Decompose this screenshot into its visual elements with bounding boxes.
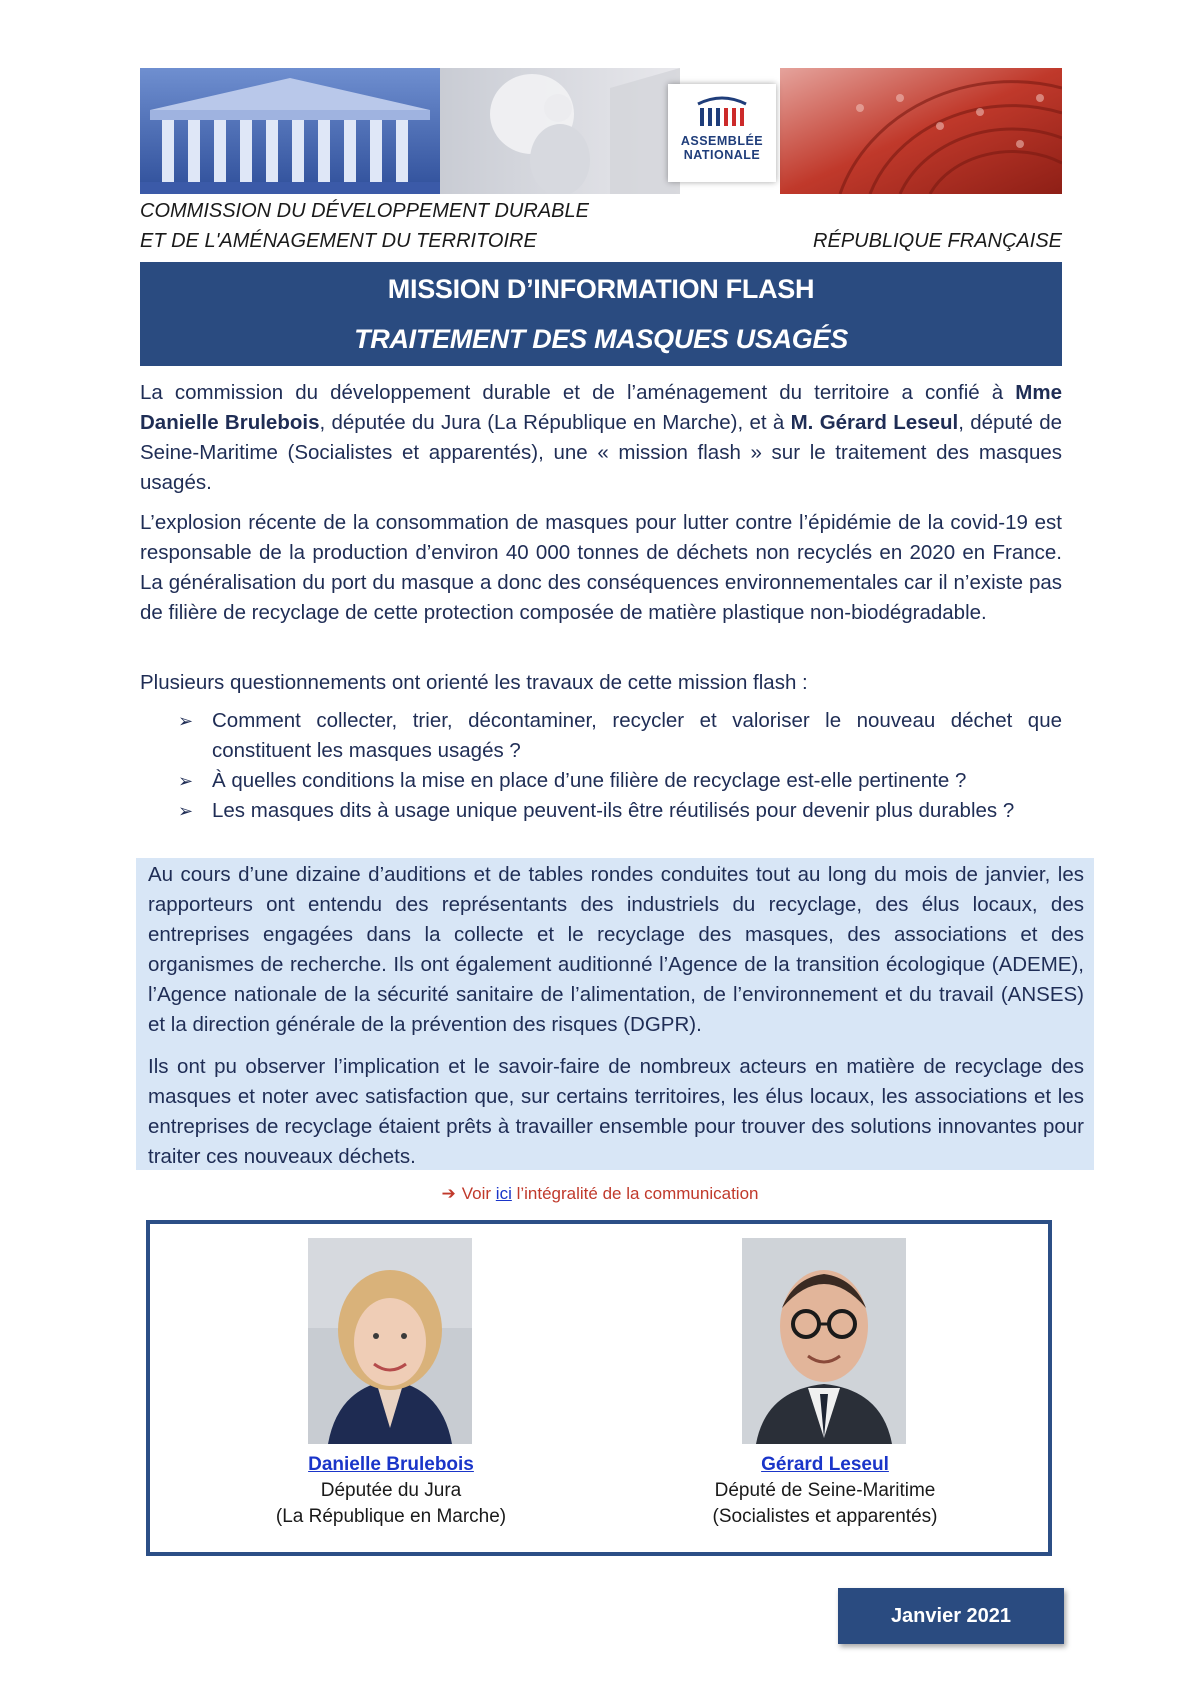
deputy-1-name-link[interactable]: Danielle Brulebois xyxy=(308,1454,474,1475)
title-banner xyxy=(140,262,1062,366)
deputy-1-role: Députée du Jura xyxy=(320,1480,462,1501)
deputy-2-group: (Socialistes et apparentés) xyxy=(712,1506,938,1527)
mission-title: MISSION D’INFORMATION FLASH xyxy=(387,274,815,304)
intro-text: , député de Seine-Maritime (Socialistes et apparentés), une « mission flash » sur le traitement des masques usagés. xyxy=(140,411,1063,494)
question-text: Comment collecter, trier, décontaminer, recycler et valoriser le nouveau déchet que constituent les masques usagés ? xyxy=(212,709,1062,762)
arrowhead-bullet-icon: ➢ xyxy=(178,801,194,821)
republique-francaise: RÉPUBLIQUE FRANÇAISE xyxy=(813,230,1062,252)
header-banner xyxy=(140,68,1062,194)
rapporteur-1-name: Mme Danielle Brulebois xyxy=(140,381,1062,434)
question-text: Les masques dits à usage unique peuvent-ils être réutilisés pour devenir plus durables ? xyxy=(212,799,1015,822)
list-item xyxy=(178,766,1062,796)
intro-paragraph-3: Plusieurs questionnements ont orienté les travaux de cette mission flash : xyxy=(140,671,808,694)
logo-line-2: NATIONALE xyxy=(683,148,761,162)
arrowhead-bullet-icon: ➢ xyxy=(178,771,194,791)
intro-text: , députée du Jura (La République en Marche), et à xyxy=(319,411,791,434)
deputy-2-name-link[interactable]: Gérard Leseul xyxy=(761,1454,889,1475)
summary-paragraph-1: Au cours d’une dizaine d’auditions et de tables rondes conduites tout au long du mois de janvier, les rapporteurs ont entendu des représentants des industriels du recyclage, des élus locaux, des entreprises engagées dans la collecte et le recyclage des masques, des associations et des organismes de recherche. Ils ont également auditionné l’Agence de la transition écologique (ADEME), l’Agence nationale de la sécurité sanitaire de l’alimentation, de l’environnement et du travail (ANSES) et la direction générale de la prévention des risques (DGPR). xyxy=(148,863,1084,1036)
right-arrow-icon: ➔ xyxy=(441,1184,456,1203)
assemblee-nationale-logo xyxy=(668,84,776,182)
question-text: À quelles conditions la mise en place d’une filière de recyclage est-elle pertinente ? xyxy=(212,769,967,792)
link-suffix: l’intégralité de la communication xyxy=(511,1184,759,1203)
intro-paragraph-1 xyxy=(140,378,1062,498)
hemicycle-icon xyxy=(694,94,750,130)
intro-paragraph-2: L’explosion récente de la consommation de masques pour lutter contre l’épidémie de la covid-19 est responsable de la production d’environ 40 000 tonnes de déchets non recyclés en 2020 en France. La généralisation du port du masque a donc des conséquences environnementales car il n’existe pas de filière de recyclage de cette protection composée de matière plastique non-biodégradable. xyxy=(140,511,1062,624)
summary-paragraph-2: Ils ont pu observer l’implication et le savoir-faire de nombreux acteurs en matière de recyclage des masques et noter avec satisfaction que, sur certains territoires, les élus locaux, les associations et les entreprises de recyclage étaient prêts à travailler ensemble pour trouver des solutions innovantes pour traiter ces nouveaux déchets. xyxy=(148,1055,1084,1168)
rapporteur-2-name: M. Gérard Leseul xyxy=(790,411,959,434)
mission-subtitle: TRAITEMENT DES MASQUES USAGÉS xyxy=(354,324,848,354)
commission-name xyxy=(140,196,589,256)
deputy-photo-brulebois xyxy=(308,1238,472,1444)
deputy-photo-leseul xyxy=(742,1238,906,1444)
list-item xyxy=(178,796,1062,826)
logo-line-1: ASSEMBLÉE xyxy=(680,134,764,148)
deputy-1-group: (La République en Marche) xyxy=(275,1506,507,1527)
list-item xyxy=(178,706,1062,766)
summary-box xyxy=(136,858,1094,1170)
full-report-link[interactable]: ici xyxy=(495,1184,512,1203)
intro-text: La commission du développement durable et de l’aménagement du territoire a confié à xyxy=(140,381,1016,404)
commission-line-2: ET DE L'AMÉNAGEMENT DU TERRITOIRE xyxy=(140,230,537,252)
banner-image xyxy=(140,68,1062,194)
full-report-link-line xyxy=(0,1184,1200,1204)
publication-date: Janvier 2021 xyxy=(838,1588,1064,1644)
arrowhead-bullet-icon: ➢ xyxy=(178,711,194,731)
deputy-2-role: Député de Seine-Maritime xyxy=(714,1480,936,1501)
questions-list xyxy=(178,706,1062,826)
commission-line-1: COMMISSION DU DÉVELOPPEMENT DURABLE xyxy=(140,200,589,222)
link-prefix: Voir xyxy=(461,1184,496,1203)
deputies-box xyxy=(146,1220,1052,1556)
